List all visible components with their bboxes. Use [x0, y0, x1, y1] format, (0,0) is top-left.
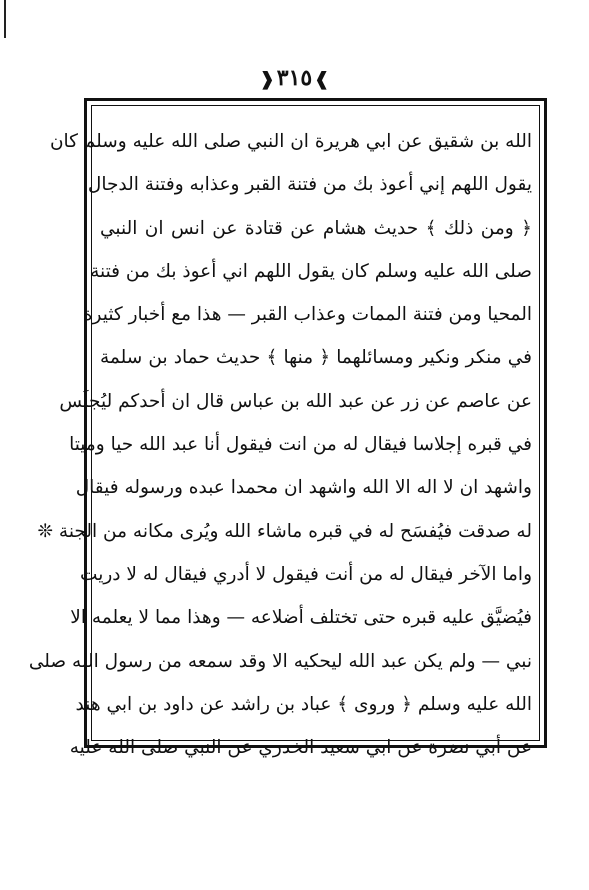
text-line: في منكر ونكير ومسائلهما ﴿ منها ﴾ حديث حماد بن سلمة — [100, 347, 532, 369]
text-line: صلى الله عليه وسلم كان يقول اللهم اني أعوذ بك من فتنة — [90, 260, 532, 282]
page-number-value: ٣١٥ — [276, 65, 313, 91]
page-edge-line — [4, 0, 6, 38]
text-line: له صدقت فيُفسَح له في قبره ماشاء الله ويُرى مكانه من الجنة ❊ — [37, 520, 532, 542]
text-line: عن عاصم عن زر عن عبد الله بن عباس قال ان أحدكم ليُجلَس — [59, 390, 532, 412]
text-line: الله بن شقيق عن ابي هريرة ان النبي صلى الله عليه وسلم كان — [49, 131, 532, 152]
ornament-right: ❱ — [314, 69, 330, 90]
text-line: فيُضيَّق عليه قبره حتى تختلف أضلاعه — وهذا مما لا يعلمه الا — [70, 607, 532, 629]
text-line: ﴿ ومن ذلك ﴾ حديث هشام عن قتادة عن انس ان النبي — [100, 217, 532, 239]
text-line: في قبره إجلاسا فيقال له من انت فيقول أنا عبد الله حيا وميتا — [69, 434, 532, 456]
text-line: الله عليه وسلم ﴿ وروى ﴾ عباد بن راشد عن داود بن ابي هند — [75, 693, 532, 715]
text-line: نبي — ولم يكن عبد الله ليحكيه الا وقد سمعه من رسول الله صلى — [28, 650, 532, 672]
text-line: المحيا ومن فتنة الممات وعذاب القبر — هذا مع أخبار كثيرة — [82, 304, 532, 326]
ornament-left: ❰ — [259, 69, 275, 90]
page-number — [0, 64, 589, 94]
body-text — [28, 120, 532, 769]
text-line: واما الآخر فيقال له من أنت فيقول لا أدري فيقال له لا دريت — [80, 563, 532, 585]
text-line: يقول اللهم إني أعوذ بك من فتنة القبر وعذابه وفتنة الدجال — [87, 174, 532, 196]
text-line: واشهد ان لا اله الا الله واشهد ان محمدا عبده ورسوله فيقال — [75, 477, 532, 499]
text-line: عن أبي نضرة عن ابي سعيد الخدري عن النبي صلى الله عليه — [69, 737, 532, 759]
